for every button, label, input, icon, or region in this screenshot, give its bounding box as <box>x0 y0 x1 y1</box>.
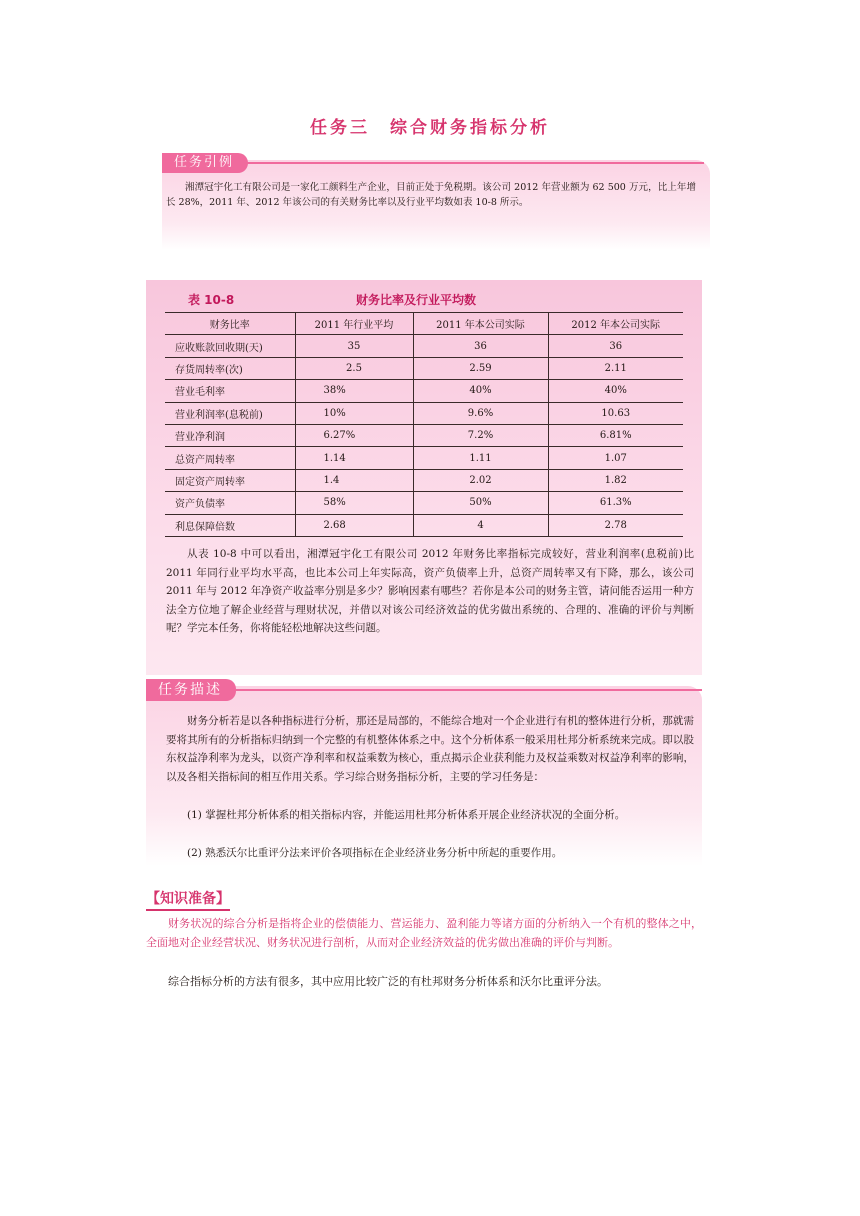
table-cell: 10.63 <box>548 402 683 424</box>
table-cell: 6.81% <box>548 424 683 446</box>
table-cell: 40% <box>548 380 683 402</box>
table-row <box>165 447 683 469</box>
table-cell: 存货周转率(次) <box>165 357 295 379</box>
table-cell: 6.27% <box>295 424 413 446</box>
table-cell: 50% <box>413 492 548 514</box>
table-caption: 财务比率及行业平均数 <box>356 293 477 307</box>
case-tag-line <box>242 162 704 166</box>
table-cell: 38% <box>295 380 413 402</box>
table-cell: 2.5 <box>295 357 413 379</box>
table-row <box>165 402 683 424</box>
financial-ratio-table <box>165 312 683 537</box>
table-cell: 2.68 <box>295 514 413 536</box>
analysis-paragraph: 从表 10-8 中可以看出，湘潭冠宇化工有限公司 2012 年财务比率指标完成较好，营业利润率(息税前)比 2011 年同行业平均水平高，也比本公司上年实际高，资产负债率上升，总资产周转率又有下降，那么，该公司 2011 年与 2012 年净资产收益率分别是多少？影响因素有哪些？若你是本公司的财务主管，请问能否运用一种方法全方位地了解企业经营与理财状况，并借以对该公司经济效益的优劣做出系统的、合理的、准确的评价与判断呢？学完本任务，你将能轻松地解决这些问题。 <box>166 548 694 634</box>
table-cell: 61.3% <box>548 492 683 514</box>
knowledge-title: 【知识准备】 <box>146 888 230 911</box>
case-paragraph: 湘潭冠宇化工有限公司是一家化工颜料生产企业，目前正处于免税期。该公司 2012 年营业额为 62 500 万元，比上年增长 28%，2011 年、2012 年该公司的有关财务比率以及行业平均数如表 10-8 所示。 <box>166 182 696 208</box>
description-item-1: (1) 掌握杜邦分析体系的相关指标内容，并能运用杜邦分析体系开展企业经济状况的全面分析。 <box>187 809 626 821</box>
table-cell: 资产负债率 <box>165 492 295 514</box>
description-tag-line <box>232 689 702 693</box>
table-row <box>165 514 683 536</box>
table-cell: 35 <box>295 335 413 357</box>
table-cell: 固定资产周转率 <box>165 469 295 491</box>
table-header: 财务比率 <box>165 313 295 335</box>
table-cell: 9.6% <box>413 402 548 424</box>
table-row <box>165 357 683 379</box>
table-cell: 总资产周转率 <box>165 447 295 469</box>
table-cell: 4 <box>413 514 548 536</box>
knowledge-paragraph-1: 财务状况的综合分析是指将企业的偿债能力、营运能力、盈利能力等诸方面的分析纳入一个有机的整体之中，全面地对企业经营状况、财务状况进行剖析，从而对企业经济效益的优劣做出准确的评价与判断。 <box>146 917 702 949</box>
table-cell: 40% <box>413 380 548 402</box>
table-header: 2012 年本公司实际 <box>548 313 683 335</box>
table-cell: 36 <box>413 335 548 357</box>
table-cell: 1.11 <box>413 447 548 469</box>
table-row <box>165 335 683 357</box>
page-title: 任务三 综合财务指标分析 <box>310 118 550 138</box>
table-cell: 36 <box>548 335 683 357</box>
table-row <box>165 424 683 446</box>
table-cell: 1.14 <box>295 447 413 469</box>
knowledge-paragraph-2: 综合指标分析的方法有很多，其中应用比较广泛的有杜邦财务分析体系和沃尔比重评分法。 <box>168 975 608 988</box>
table-cell: 2.02 <box>413 469 548 491</box>
case-tag: 任务引例 <box>162 153 248 173</box>
table-header: 2011 年本公司实际 <box>413 313 548 335</box>
table-cell: 营业毛利率 <box>165 380 295 402</box>
description-item-2: (2) 熟悉沃尔比重评分法来评价各项指标在企业经济业务分析中所起的重要作用。 <box>187 847 563 859</box>
description-tag: 任务描述 <box>146 679 236 701</box>
table-header-row <box>165 313 683 335</box>
table-row <box>165 492 683 514</box>
table-row <box>165 469 683 491</box>
description-paragraph: 财务分析若是以各种指标进行分析，那还是局部的，不能综合地对一个企业进行有机的整体进行分析，那就需要将其所有的分析指标归纳到一个完整的有机整体体系之中。这个分析体系一般采用杜邦分析系统来完成。即以股东权益净利率为龙头，以资产净利率和权益乘数为核心，重点揭示企业获利能力及权益乘数对权益净利率的影响，以及各相关指标间的相互作用关系。学习综合财务指标分析，主要的学习任务是： <box>166 715 694 783</box>
table-cell: 7.2% <box>413 424 548 446</box>
table-row <box>165 380 683 402</box>
table-cell: 1.07 <box>548 447 683 469</box>
table-label: 表 10-8 <box>188 293 235 307</box>
table-cell: 营业净利润 <box>165 424 295 446</box>
table-cell: 2.11 <box>548 357 683 379</box>
table-cell: 10% <box>295 402 413 424</box>
table-cell: 利息保障倍数 <box>165 514 295 536</box>
table-cell: 1.82 <box>548 469 683 491</box>
table-cell: 2.59 <box>413 357 548 379</box>
table-cell: 营业利润率(息税前) <box>165 402 295 424</box>
table-cell: 58% <box>295 492 413 514</box>
table-cell: 2.78 <box>548 514 683 536</box>
table-header: 2011 年行业平均 <box>295 313 413 335</box>
table-cell: 1.4 <box>295 469 413 491</box>
table-cell: 应收账款回收期(天) <box>165 335 295 357</box>
